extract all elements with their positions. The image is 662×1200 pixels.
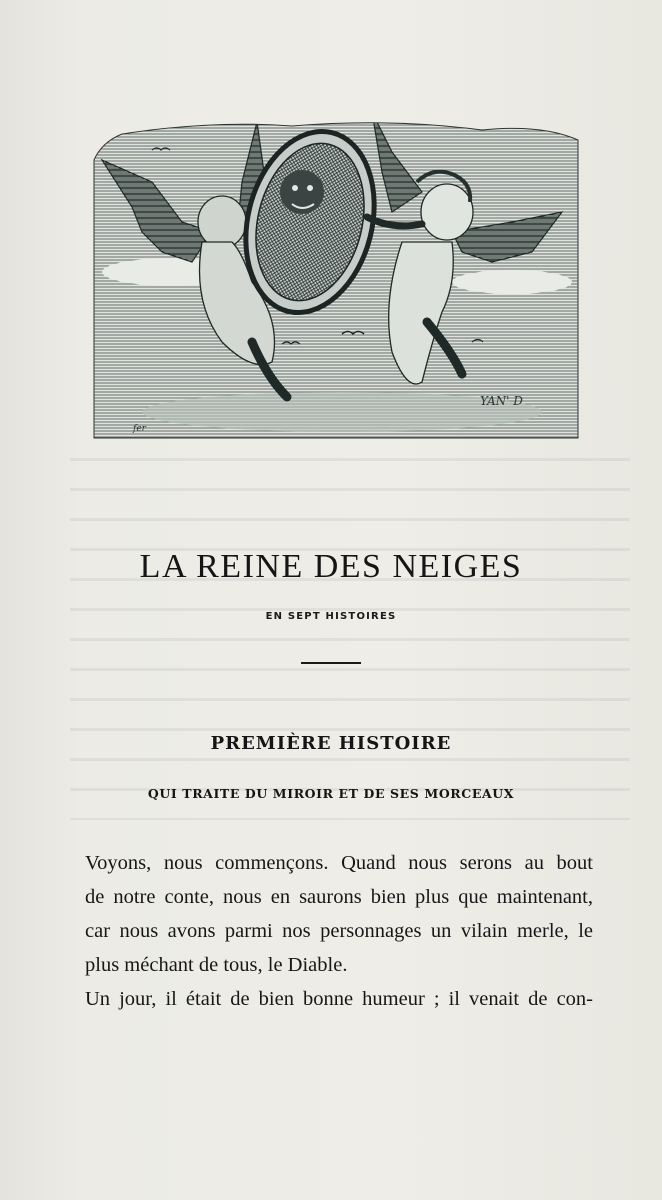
text-line: plus méchant de tous, le Diable. — [85, 954, 348, 976]
engraver-mark: fer — [133, 424, 146, 434]
book-subtitle: EN SEPT HISTOIRES — [265, 611, 397, 622]
paragraph-1 — [85, 846, 593, 982]
book-title: LA REINE DES NEIGES — [139, 548, 523, 585]
engraving-svg — [92, 112, 580, 440]
artist-signature: YAN' D — [480, 394, 523, 408]
title-divider — [301, 662, 361, 664]
chapter-subtitle: QUI TRAITE DU MIROIR ET DE SES MORCEAUX — [147, 786, 515, 801]
body-text — [85, 846, 593, 1016]
text-line: de notre conte, nous en saurons bien plus que maintenant, — [85, 886, 593, 908]
paragraph-2 — [85, 982, 593, 1016]
show-through-text — [70, 440, 630, 820]
chapter-title: PREMIÈRE HISTOIRE — [210, 733, 452, 754]
text-line: Un jour, il était de bien bonne humeur ; il venait de con- — [85, 988, 593, 1010]
text-line: car nous avons parmi nos personnages un vilain merle, le — [85, 920, 593, 942]
engraving-illustration — [92, 112, 580, 440]
text-line: Voyons, nous commençons. Quand nous serons au bout — [85, 852, 593, 874]
